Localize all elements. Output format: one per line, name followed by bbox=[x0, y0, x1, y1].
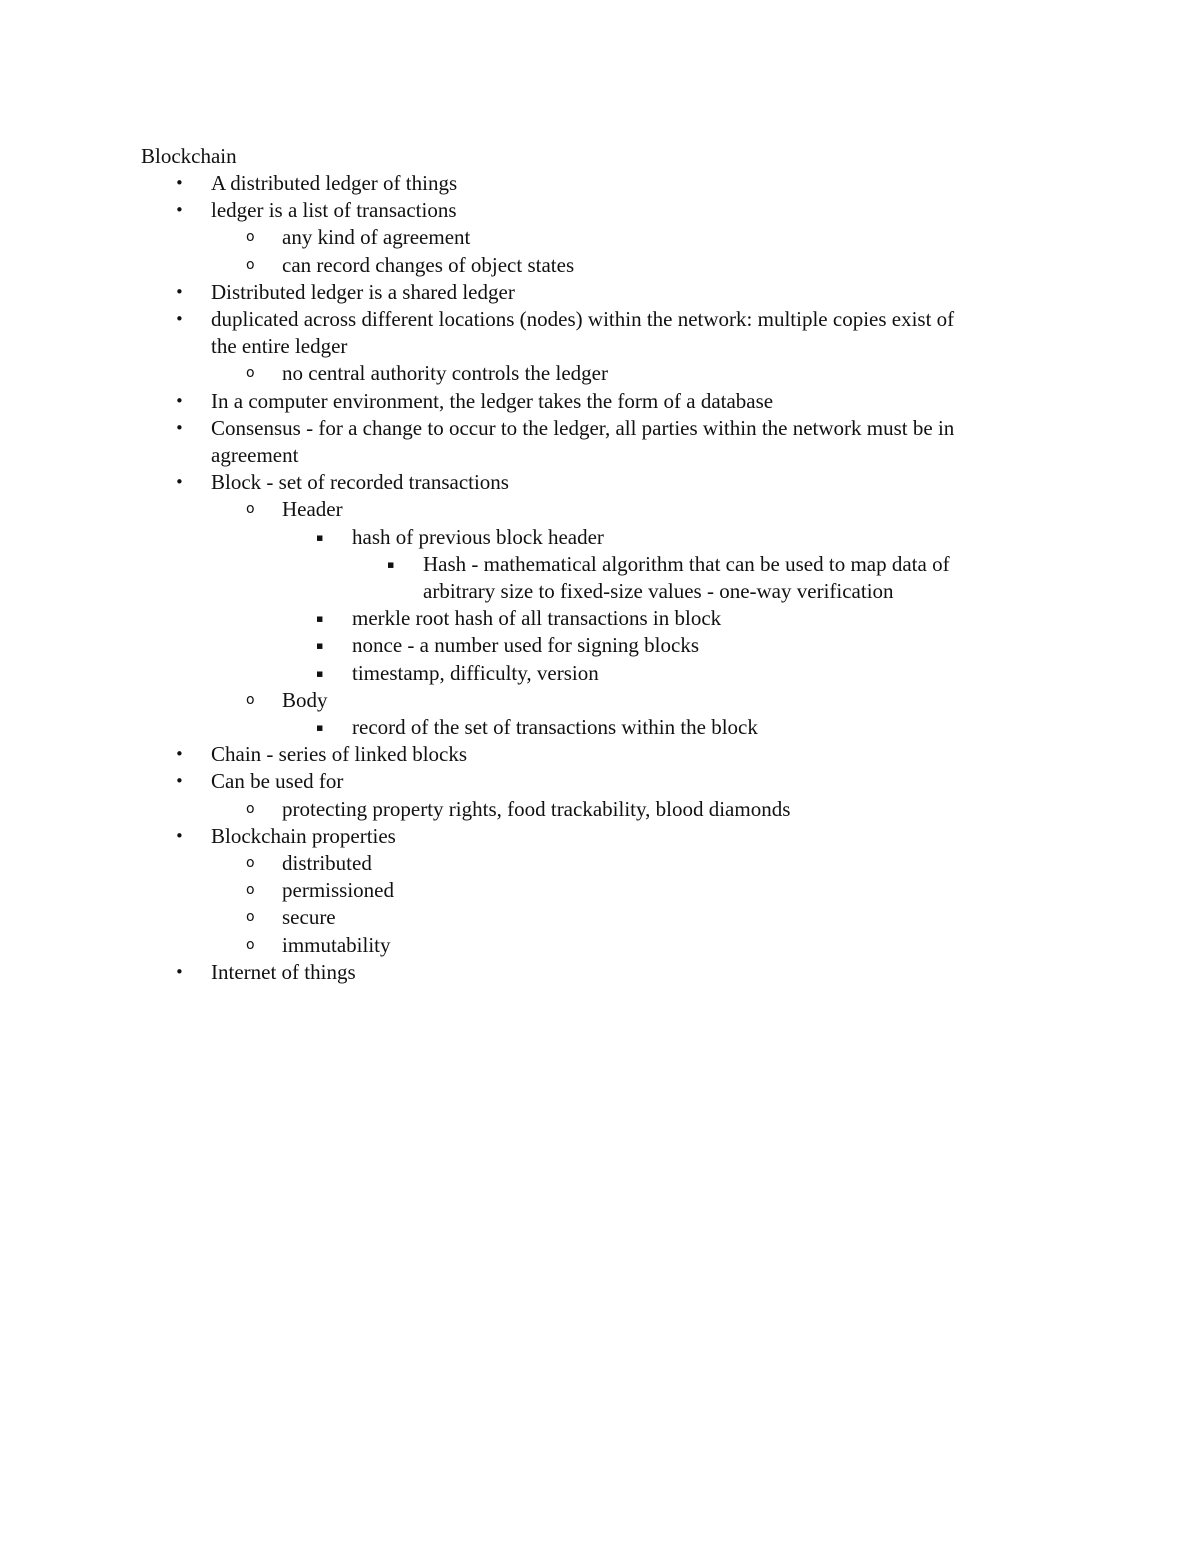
list-item: Body bbox=[282, 687, 328, 712]
list-item: Blockchain properties bbox=[211, 823, 396, 848]
circle-bullet-icon: o bbox=[246, 909, 255, 926]
circle-bullet-icon: o bbox=[246, 229, 255, 246]
circle-bullet-icon: o bbox=[246, 936, 255, 953]
bullet-icon: • bbox=[175, 826, 184, 845]
list-item: arbitrary size to fixed-size values - one-way verification bbox=[423, 579, 894, 603]
bullet-icon: • bbox=[175, 745, 184, 764]
bullet-icon: • bbox=[175, 391, 184, 410]
circle-bullet-icon: o bbox=[246, 501, 255, 518]
list-item: agreement bbox=[211, 443, 299, 467]
list-item: duplicated across different locations (nodes) within the network: multiple copies exist of bbox=[211, 307, 955, 331]
list-item: nonce - a number used for signing blocks bbox=[352, 633, 700, 658]
list-item: merkle root hash of all transactions in block bbox=[352, 606, 722, 631]
list-item: distributed bbox=[282, 851, 372, 875]
list-item: Block - set of recorded transactions bbox=[211, 470, 509, 495]
bullet-icon: • bbox=[175, 962, 184, 981]
bullet-icon: • bbox=[175, 282, 184, 301]
square-bullet-icon: ▪ bbox=[316, 666, 324, 680]
bullet-icon: • bbox=[175, 473, 184, 492]
circle-bullet-icon: o bbox=[246, 882, 255, 899]
circle-bullet-icon: o bbox=[246, 365, 255, 382]
square-bullet-icon: ▪ bbox=[316, 721, 324, 734]
circle-bullet-icon: o bbox=[246, 691, 255, 708]
square-bullet-icon: ▪ bbox=[387, 557, 395, 571]
list-item: Internet of things bbox=[211, 959, 356, 984]
list-item: immutability bbox=[282, 932, 391, 957]
circle-bullet-icon: o bbox=[246, 855, 255, 871]
list-item: Consensus - for a change to occur to the ledger, all parties within the network must be in bbox=[211, 415, 955, 440]
list-item: record of the set of transactions within the block bbox=[352, 715, 758, 739]
list-item: Hash - mathematical algorithm that can be used to map data of bbox=[423, 551, 950, 576]
list-item: Can be used for bbox=[211, 769, 344, 794]
bullet-icon: • bbox=[175, 418, 184, 437]
list-item: timestamp, difficulty, version bbox=[352, 660, 599, 685]
bullet-icon: • bbox=[175, 310, 184, 328]
document-title: Blockchain bbox=[141, 144, 237, 168]
list-item: can record changes of object states bbox=[282, 252, 575, 277]
list-item: A distributed ledger of things bbox=[211, 171, 458, 195]
list-item: protecting property rights, food trackability, blood diamonds bbox=[282, 796, 791, 821]
square-bullet-icon: ▪ bbox=[316, 612, 324, 626]
list-item: hash of previous block header bbox=[352, 524, 604, 549]
list-item: Chain - series of linked blocks bbox=[211, 742, 468, 767]
circle-bullet-icon: o bbox=[246, 800, 255, 817]
list-item: Header bbox=[282, 497, 343, 522]
list-item: In a computer environment, the ledger takes the form of a database bbox=[211, 388, 774, 413]
list-item: permissioned bbox=[282, 878, 394, 903]
square-bullet-icon: ▪ bbox=[316, 530, 324, 544]
list-item: Distributed ledger is a shared ledger bbox=[211, 279, 515, 304]
list-item: the entire ledger bbox=[211, 334, 348, 359]
bullet-icon: • bbox=[175, 772, 184, 791]
list-item: ledger is a list of transactions bbox=[211, 198, 457, 223]
list-item: secure bbox=[282, 905, 336, 930]
list-item: no central authority controls the ledger bbox=[282, 361, 608, 386]
bullet-icon: • bbox=[175, 174, 184, 192]
circle-bullet-icon: o bbox=[246, 256, 255, 273]
list-item: any kind of agreement bbox=[282, 225, 471, 250]
bullet-icon: • bbox=[175, 201, 184, 220]
square-bullet-icon: ▪ bbox=[316, 639, 324, 653]
